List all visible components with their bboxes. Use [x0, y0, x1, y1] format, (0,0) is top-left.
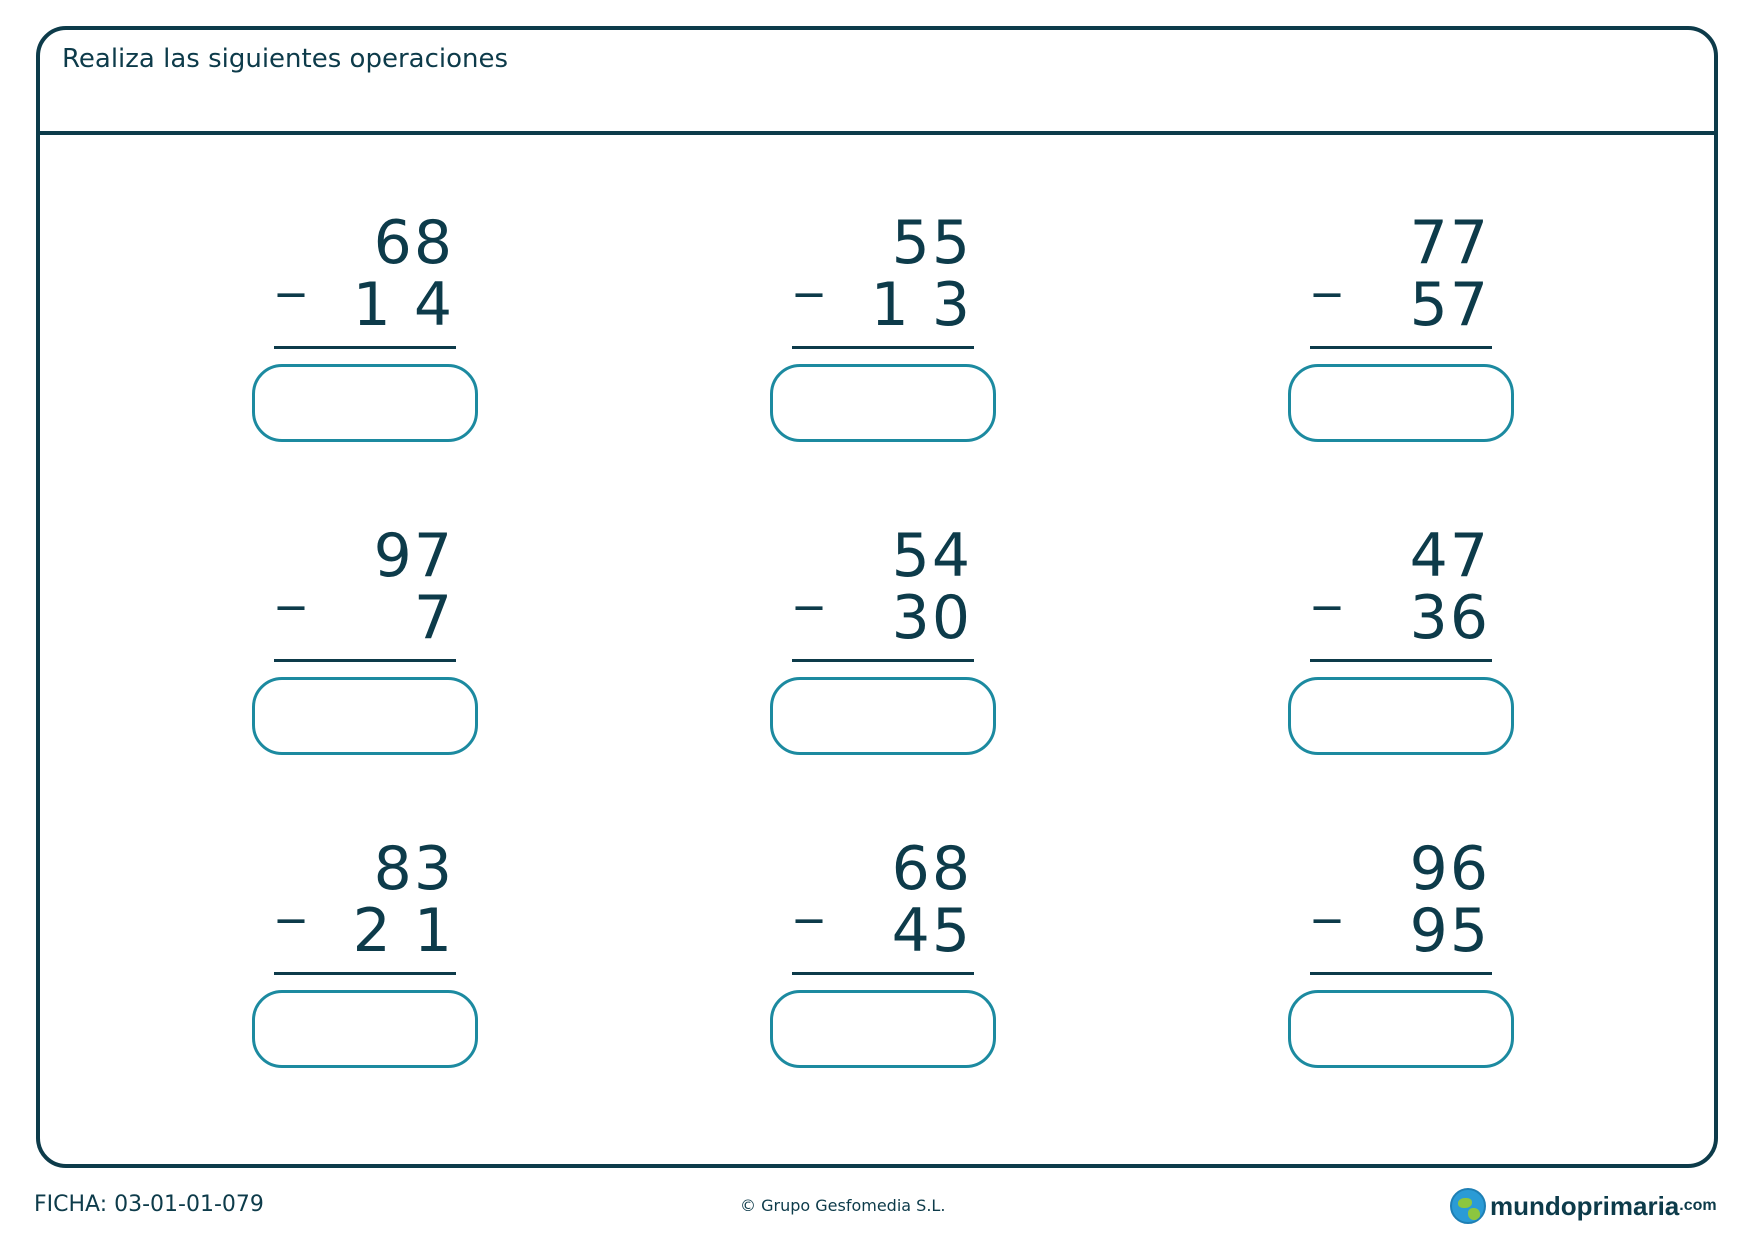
- subtraction-problem: [1306, 521, 1546, 785]
- minus-sign: _: [278, 551, 304, 611]
- answer-box[interactable]: [1288, 364, 1514, 442]
- sum-line: [274, 972, 456, 975]
- answer-box[interactable]: [252, 990, 478, 1068]
- subtrahend: 45: [891, 896, 972, 966]
- minus-sign: _: [1314, 238, 1340, 298]
- header-divider: [36, 131, 1718, 135]
- minuend: 47: [1409, 521, 1490, 591]
- minus-sign: _: [1314, 551, 1340, 611]
- copyright-notice: © Grupo Gesfomedia S.L.: [740, 1196, 946, 1215]
- subtraction-problem: [270, 521, 510, 785]
- subtrahend: 57: [1409, 270, 1490, 340]
- answer-box[interactable]: [252, 677, 478, 755]
- subtrahend: 2 1: [352, 896, 454, 966]
- subtraction-problem: [788, 834, 1028, 1098]
- site-logo[interactable]: [1450, 1184, 1717, 1228]
- sum-line: [1310, 346, 1492, 349]
- subtrahend: 95: [1409, 896, 1490, 966]
- logo-wordmark: mundoprimaria: [1490, 1190, 1680, 1221]
- sum-line: [792, 659, 974, 662]
- minuend: 54: [891, 521, 972, 591]
- subtraction-problem: [788, 208, 1028, 472]
- sum-line: [1310, 972, 1492, 975]
- minuend: 68: [891, 834, 972, 904]
- subtraction-problem: [270, 208, 510, 472]
- answer-box[interactable]: [1288, 990, 1514, 1068]
- minus-sign: _: [278, 864, 304, 924]
- globe-icon: [1450, 1188, 1486, 1224]
- worksheet-code: FICHA: 03-01-01-079: [34, 1192, 264, 1217]
- sum-line: [274, 346, 456, 349]
- minuend: 96: [1409, 834, 1490, 904]
- minus-sign: _: [1314, 864, 1340, 924]
- worksheet-title: Realiza las siguientes operaciones: [62, 44, 509, 74]
- sum-line: [792, 346, 974, 349]
- answer-box[interactable]: [770, 677, 996, 755]
- minuend: 55: [891, 208, 972, 278]
- minus-sign: _: [796, 864, 822, 924]
- answer-box[interactable]: [252, 364, 478, 442]
- subtrahend: 36: [1409, 583, 1490, 653]
- minuend: 68: [373, 208, 454, 278]
- subtraction-problem: [788, 521, 1028, 785]
- minuend: 97: [373, 521, 454, 591]
- subtraction-problem: [270, 834, 510, 1098]
- minuend: 83: [373, 834, 454, 904]
- subtrahend: 1 4: [352, 270, 454, 340]
- minuend: 77: [1409, 208, 1490, 278]
- sum-line: [792, 972, 974, 975]
- answer-box[interactable]: [1288, 677, 1514, 755]
- minus-sign: _: [278, 238, 304, 298]
- subtrahend: 1 3: [870, 270, 972, 340]
- subtrahend: 7: [413, 583, 454, 653]
- answer-box[interactable]: [770, 364, 996, 442]
- sum-line: [274, 659, 456, 662]
- subtraction-problem: [1306, 834, 1546, 1098]
- sum-line: [1310, 659, 1492, 662]
- subtrahend: 30: [891, 583, 972, 653]
- logo-domain-suffix: .com: [1679, 1197, 1717, 1214]
- minus-sign: _: [796, 551, 822, 611]
- subtraction-problem: [1306, 208, 1546, 472]
- answer-box[interactable]: [770, 990, 996, 1068]
- minus-sign: _: [796, 238, 822, 298]
